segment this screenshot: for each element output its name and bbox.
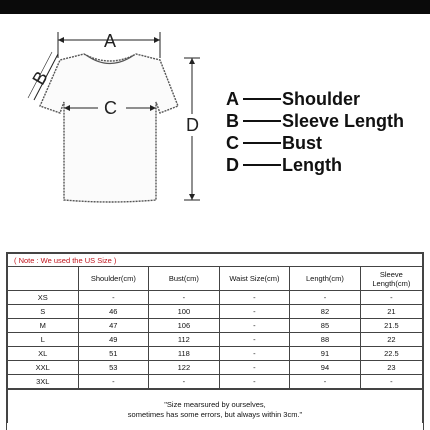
table-cell: -: [290, 291, 361, 305]
table-cell: -: [219, 333, 290, 347]
legend-item-sleeve-length: [226, 110, 426, 132]
table-cell: 23: [360, 361, 422, 375]
table-cell: 22: [360, 333, 422, 347]
table-cell: 118: [149, 347, 220, 361]
table-row: [8, 375, 423, 389]
size-cell: XL: [8, 347, 79, 361]
legend-label: Shoulder: [282, 88, 361, 109]
table-cell: 100: [149, 305, 220, 319]
legend-letter: A: [226, 88, 239, 109]
size-cell: XS: [8, 291, 79, 305]
table-cell: 94: [290, 361, 361, 375]
note-row: [8, 254, 423, 267]
size-cell: S: [8, 305, 79, 319]
legend-letter: B: [226, 110, 239, 131]
table-row: [8, 361, 423, 375]
header-shoulder: Shoulder(cm): [78, 267, 149, 291]
table-row: [8, 319, 423, 333]
header-bust: Bust(cm): [149, 267, 220, 291]
legend-letter: D: [226, 154, 239, 175]
table-cell: 49: [78, 333, 149, 347]
table-cell: 21.5: [360, 319, 422, 333]
table-cell: 122: [149, 361, 220, 375]
legend-item-shoulder: [226, 88, 426, 110]
legend-item-length: [226, 154, 426, 176]
table-cell: -: [219, 375, 290, 389]
header-size: [8, 267, 79, 291]
size-cell: M: [8, 319, 79, 333]
measurement-legend: [226, 88, 426, 176]
dimension-d-label: D: [186, 115, 199, 135]
legend-label: Length: [282, 154, 342, 175]
table-cell: 46: [78, 305, 149, 319]
dimension-c-label: C: [104, 98, 117, 118]
table-cell: -: [360, 375, 422, 389]
size-cell: 3XL: [8, 375, 79, 389]
disclaimer-line1: "Size mearsured by ourselves,: [164, 400, 266, 409]
table-cell: 51: [78, 347, 149, 361]
table-cell: -: [78, 375, 149, 389]
disclaimer-line2: sometimes has some errors, but always within 3cm.": [127, 410, 303, 419]
table-cell: -: [149, 291, 220, 305]
size-chart: [6, 252, 424, 430]
table-cell: -: [78, 291, 149, 305]
table-cell: -: [219, 347, 290, 361]
table-row: [8, 291, 423, 305]
size-cell: L: [8, 333, 79, 347]
table-cell: -: [149, 375, 220, 389]
size-table: [7, 253, 423, 389]
header-row: [8, 267, 423, 291]
table-cell: 91: [290, 347, 361, 361]
header-sleeve-line1: Sleeve: [379, 269, 403, 279]
legend-dash: [243, 142, 281, 144]
size-note: ( Note : We used the US Size ): [8, 254, 423, 267]
table-cell: -: [219, 291, 290, 305]
table-cell: -: [290, 375, 361, 389]
table-cell: 53: [78, 361, 149, 375]
legend-dash: [243, 120, 281, 122]
table-cell: 47: [78, 319, 149, 333]
legend-label: Bust: [282, 132, 322, 153]
legend-dash: [243, 98, 281, 100]
table-cell: -: [219, 319, 290, 333]
legend-item-bust: [226, 132, 426, 154]
table-cell: 21: [360, 305, 422, 319]
table-cell: 88: [290, 333, 361, 347]
table-cell: -: [219, 361, 290, 375]
table-cell: 106: [149, 319, 220, 333]
size-cell: XXL: [8, 361, 79, 375]
table-cell: 22.5: [360, 347, 422, 361]
table-cell: -: [219, 305, 290, 319]
measurement-disclaimer: [7, 389, 423, 423]
legend-dash: [243, 164, 281, 166]
table-cell: 112: [149, 333, 220, 347]
header-sleeve-line2: Length(cm): [372, 278, 411, 288]
legend-label: Sleeve Length: [282, 110, 405, 131]
dimension-b-label: B: [28, 67, 52, 89]
table-cell: -: [360, 291, 422, 305]
header-sleeve-length: [360, 267, 422, 291]
header-waist: Waist Size(cm): [219, 267, 290, 291]
dimension-a-label: A: [104, 31, 117, 51]
table-row: [8, 347, 423, 361]
table-row: [8, 305, 423, 319]
tshirt-measurement-diagram: [0, 14, 430, 250]
table-cell: 85: [290, 319, 361, 333]
table-row: [8, 333, 423, 347]
top-black-bar: [0, 0, 430, 14]
table-cell: 82: [290, 305, 361, 319]
header-length: Length(cm): [290, 267, 361, 291]
legend-letter: C: [226, 132, 239, 153]
